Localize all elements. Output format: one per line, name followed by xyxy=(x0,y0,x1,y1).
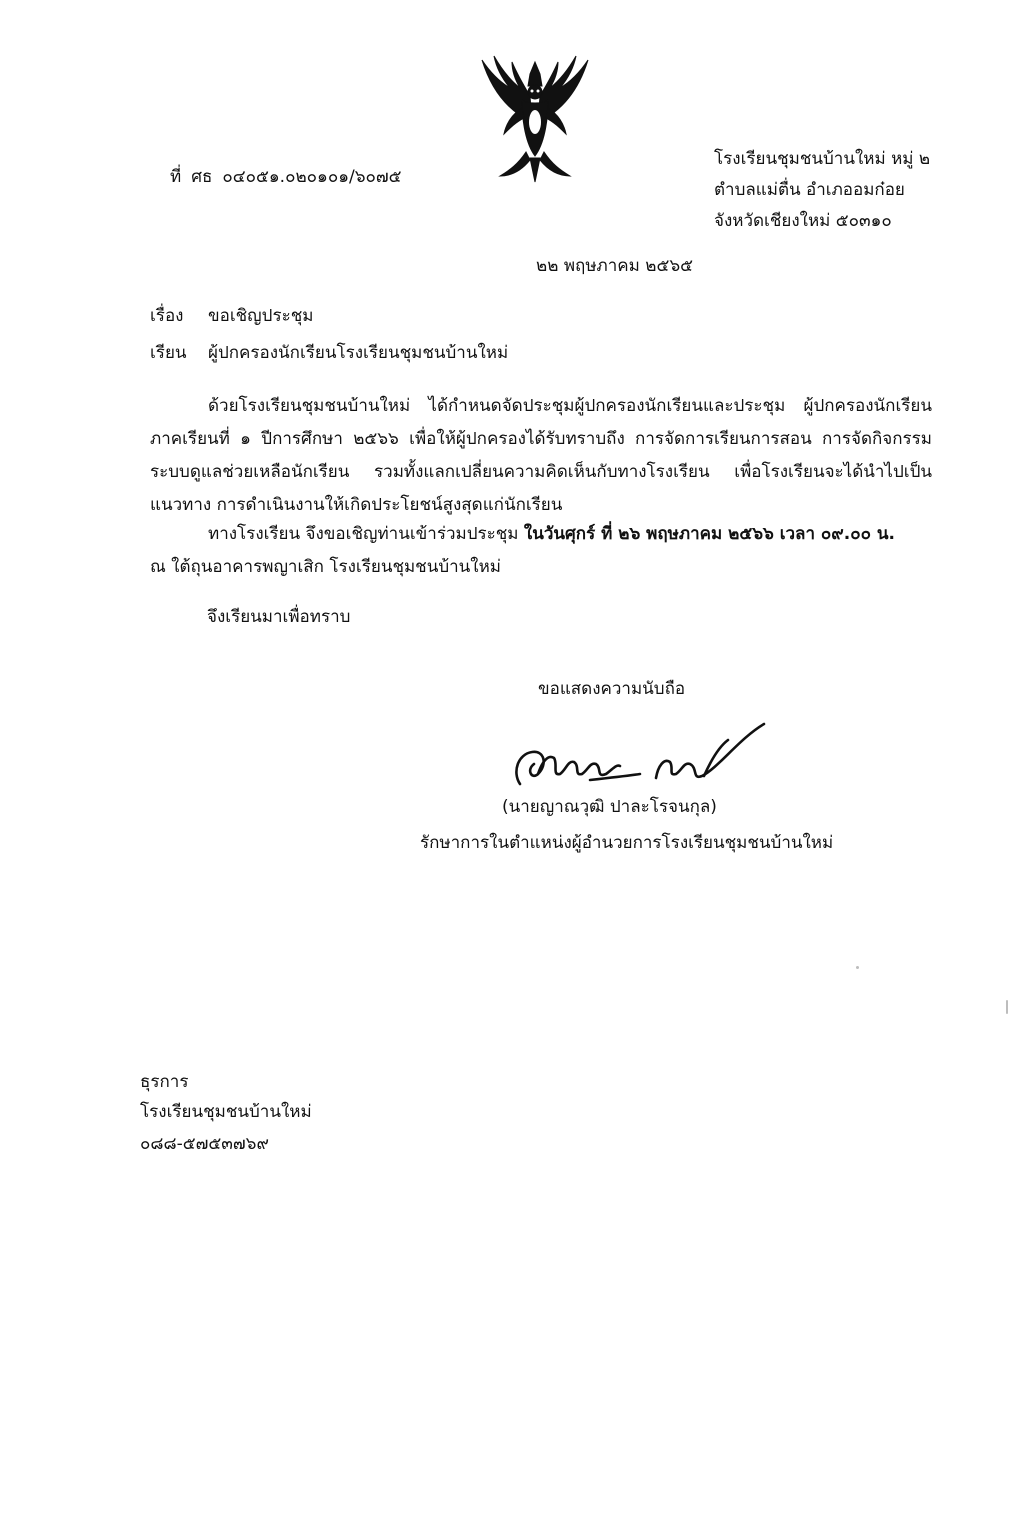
meeting-datetime: ในวันศุกร์ ที่ ๒๖ พฤษภาคม ๒๕๖๖ เวลา ๐๙.๐๐ น. xyxy=(523,524,895,544)
scan-speck xyxy=(1006,1000,1008,1014)
address-line-3: จังหวัดเชียงใหม่ ๕๐๓๑๐ xyxy=(714,211,892,231)
recipient-line xyxy=(150,342,508,364)
reference-agency: ศธ xyxy=(191,167,213,187)
reference-label: ที่ xyxy=(170,167,182,187)
body-paragraph-1: ด้วยโรงเรียนชุมชนบ้านใหม่ ได้กำหนดจัดประชุมผู้ปกครองนักเรียนและประชุม ผู้ปกครองนักเรียน ภาคเรียนที่ ๑ ปีการศึกษา ๒๕๖๖ เพื่อให้ผู้ปกครองได้รับทราบถึง การจัดการเรียนการสอน การจัดกิจกรรม ระบบดูแลช่วยเหลือนักเรียน รวมทั้งแลกเปลี่ยนความคิดเห็นกับทางโรงเรียน เพื่อโรงเรียนจะได้นำไปเป็น แนวทาง การดำเนินงานให้เกิดประโยชน์สูงสุดแก่นักเรียน xyxy=(150,396,932,515)
recipient-label: เรียน xyxy=(150,343,187,363)
footer-department: ธุรการ xyxy=(140,1072,189,1092)
address-line-2: ตำบลแม่ตื่น อำเภออมก๋อย xyxy=(714,180,905,200)
subject-label: เรื่อง xyxy=(150,306,184,326)
garuda-emblem-icon xyxy=(470,52,600,184)
reference-number xyxy=(170,166,402,188)
footer-school: โรงเรียนชุมชนบ้านใหม่ xyxy=(140,1102,312,1122)
handwritten-signature-icon xyxy=(508,718,778,800)
reference-code: ๐๔๐๕๑.๐๒๐๑๐๑/๖๐๗๕ xyxy=(222,167,402,187)
meeting-location: ณ ใต้ถุนอาคารพญาเสิก โรงเรียนชุมชนบ้านใหม่ xyxy=(150,557,502,577)
regards-text: ขอแสดงความนับถือ xyxy=(538,679,686,699)
footer-phone: ๐๘๘-๕๗๕๓๗๖๙ xyxy=(140,1134,269,1154)
invitation-text: ทางโรงเรียน จึงขอเชิญท่านเข้าร่วมประชุม xyxy=(208,524,519,544)
subject-line xyxy=(150,305,313,327)
address-line-1: โรงเรียนชุมชนบ้านใหม่ หมู่ ๒ xyxy=(714,149,931,169)
letter-date: ๒๒ พฤษภาคม ๒๕๖๕ xyxy=(536,256,693,276)
signer-title: รักษาการในตำแหน่งผู้อำนวยการโรงเรียนชุมชนบ้านใหม่ xyxy=(420,833,834,853)
recipient-text: ผู้ปกครองนักเรียนโรงเรียนชุมชนบ้านใหม่ xyxy=(208,343,509,363)
closing-text: จึงเรียนมาเพื่อทราบ xyxy=(207,607,351,627)
body-paragraph-2 xyxy=(150,518,932,584)
signer-name: (นายญาณวุฒิ ปาละโรจนกุล) xyxy=(502,797,717,817)
subject-text: ขอเชิญประชุม xyxy=(208,306,314,326)
scan-speck xyxy=(856,966,859,969)
